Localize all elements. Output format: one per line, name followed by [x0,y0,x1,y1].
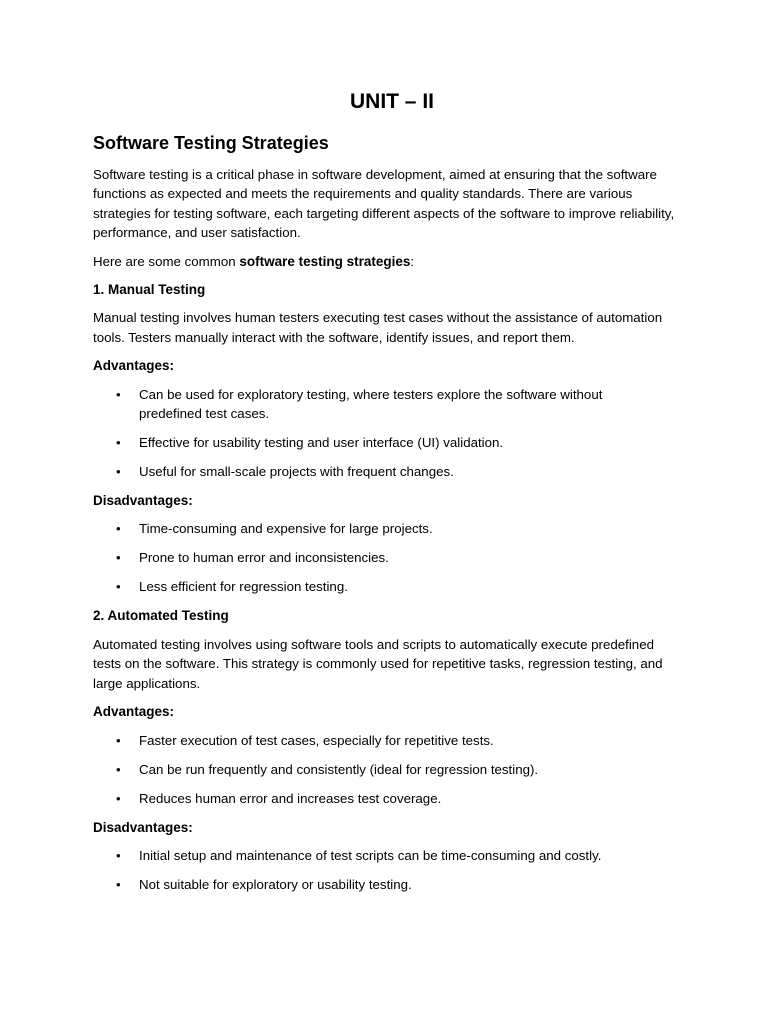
common-suffix: : [410,253,415,269]
bullet-icon: • [116,876,121,892]
page-title: UNIT – II [349,90,434,113]
bullet-icon: • [116,732,121,748]
list-item-text: Initial setup and maintenance of test scripts can be time-consuming and costly. [139,847,602,863]
list-item-text: Useful for small-scale projects with frequent changes. [139,464,454,480]
bullet-icon: • [116,521,121,537]
bullet-icon: • [116,579,121,595]
advantages-list [93,731,683,808]
list-item [93,462,683,481]
list-item-text: Not suitable for exploratory or usability testing. [139,876,412,892]
common-prefix: Here are some common [93,253,240,269]
main-heading: Software Testing Strategies [93,133,329,153]
list-item-text: Effective for usability testing and user interface (UI) validation. [139,435,504,451]
advantages-label: Advantages: [93,358,175,374]
list-item [93,760,683,779]
bullet-icon: • [116,386,121,402]
advantages-list [93,385,683,482]
bullet-icon: • [116,761,121,777]
disadvantages-list [93,519,683,596]
section-heading: 2. Automated Testing [93,608,229,624]
list-item-text: Less efficient for regression testing. [139,579,348,595]
list-item-text: Can be run frequently and consistently (ideal for regression testing). [139,761,539,777]
common-strategies-line [93,252,683,271]
section-automated-testing [93,606,683,894]
bullet-icon: • [116,435,121,451]
list-item-text: Can be used for exploratory testing, where testers explore the software without predefined test cases. [139,386,603,422]
list-item [93,875,683,894]
list-item [93,731,683,750]
disadvantages-label: Disadvantages: [93,819,193,835]
list-item-text: Time-consuming and expensive for large projects. [139,521,433,537]
bullet-icon: • [116,464,121,480]
list-item-text: Faster execution of test cases, especially for repetitive tests. [139,732,494,748]
bullet-icon: • [116,847,121,863]
section-manual-testing [93,280,683,597]
section-heading: 1. Manual Testing [93,282,206,298]
section-description: Automated testing involves using software tools and scripts to automatically execute predefined tests on the software. This strategy is commonly used for repetitive tasks, regression testing, and large applications. [93,636,663,691]
list-item [93,577,683,596]
list-item [93,519,683,538]
list-item [93,385,683,424]
common-bold-text: software testing strategies [239,253,411,269]
advantages-label: Advantages: [93,704,175,720]
disadvantages-list [93,846,683,894]
bullet-icon: • [116,550,121,566]
list-item-text: Reduces human error and increases test coverage. [139,790,442,806]
disadvantages-label: Disadvantages: [93,493,193,509]
list-item-text: Prone to human error and inconsistencies. [139,550,389,566]
list-item [93,548,683,567]
intro-paragraph: Software testing is a critical phase in software development, aimed at ensuring that the software functions as expected and meets the requirements and quality standards. There are various strategies for testing software, each targeting different aspects of the software to improve reliability, performance, and user satisfaction. [93,167,675,241]
list-item [93,789,683,808]
bullet-icon: • [116,790,121,806]
document-page [93,88,683,904]
list-item [93,846,683,865]
list-item [93,433,683,452]
section-description: Manual testing involves human testers executing test cases without the assistance of automation tools. Testers manually interact with the software, identify issues, and report them. [93,310,663,345]
